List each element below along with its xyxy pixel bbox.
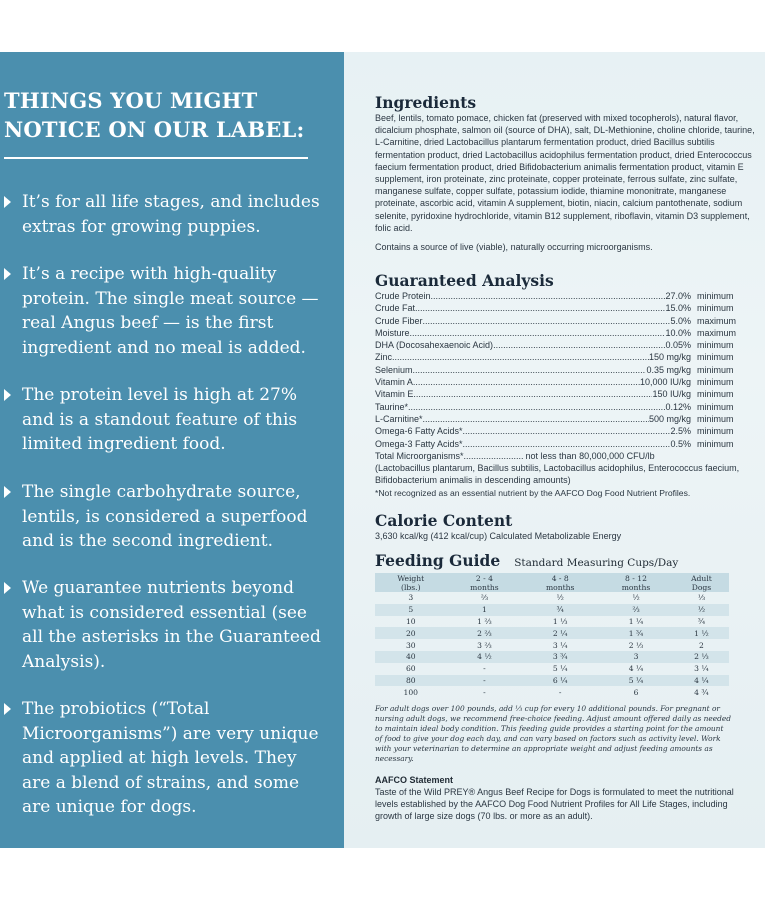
feeding-row: [375, 651, 729, 663]
feeding-row: [375, 663, 729, 675]
feeding-cell: 5 ¼: [598, 675, 674, 687]
highlight-item: It’s a recipe with high-quality protein. The single meat source — real Angus beef — is the first ingredient and no meal is added.: [22, 262, 328, 360]
feeding-cell: 4 ¼: [674, 675, 729, 687]
feeding-cell: -: [483, 664, 486, 674]
feeding-column-header: Weight (lbs.): [375, 573, 447, 592]
feeding-column-header: 8 - 12 months: [598, 573, 674, 592]
feeding-cell: 1: [447, 604, 523, 616]
analysis-row: Omega-3 Fatty Acids* ..... 0.5% minimum: [375, 438, 757, 450]
feeding-notes: For adult dogs over 100 pounds, add ⅓ cup for every 10 additional pounds. For pregnant or nursing adult dogs, we recommend free-choice feeding. Adjust amount offered daily as needed to maintain ideal body condition. This feeding guide provides a starting point for the amount of food to give your dog each day, and can vary based on factors such as activity level. Work with your veterinarian to determine an appropriate weight and adjust feeding amounts as necessary.: [375, 704, 731, 764]
ingredients-text: Beef, lentils, tomato pomace, chicken fat (preserved with mixed tocopherols), natural flavor, dicalcium phosphate, salmon oil (source of DHA), salt, DL-Methionine, choline chloride, taurine, L-Carnitine, dried Lactobacillus plantarum fermentation product, dried Bacillus subtilis fermentation product, dried Lactobacillus acidophilus fermentation product, dried Enterococcus faecium fermentation product, dried Bifidobacterium animalis fermentation product, vitamin E supplement, iron proteinate, zinc proteinate, copper proteinate, ferrous sulfate, zinc sulfate, manganese sulfate, copper sulfate, potassium iodide, thiamine mononitrate, manganese proteinate, ascorbic acid, vitamin A supplement, biotin, niacin, calcium pantothenate, sodium selenite, pyridoxine hydrochloride, vitamin B12 supplement, riboflavin, vitamin D3 supplement, folic acid.: [375, 113, 755, 233]
feeding-column-header: 4 - 8 months: [522, 573, 598, 592]
feeding-cell: 2 ⅓: [628, 640, 644, 650]
feeding-cell: 2: [699, 640, 704, 650]
feeding-cell: 40: [375, 651, 447, 663]
analysis-row: Omega-6 Fatty Acids* ..... 2.5% minimum: [375, 425, 757, 437]
triangle-bullet-icon: [4, 582, 11, 594]
highlight-item: The single carbohydrate source, lentils, is considered a superfood and is the second ingredient.: [22, 480, 328, 554]
analysis-row: Vitamin A ..... 10,000 IU/kg minimum: [375, 376, 757, 388]
analysis-footnote: *Not recognized as an essential nutrient by the AAFCO Dog Food Nutrient Profiles.: [375, 487, 691, 498]
aafco-heading: AAFCO Statement: [375, 775, 454, 785]
feeding-cell: 4 ¾: [694, 687, 709, 697]
feeding-header-row: [375, 573, 729, 592]
feeding-subheading: Standard Measuring Cups/Day: [514, 557, 679, 569]
label-panel: [344, 52, 765, 848]
feeding-cell: 3: [598, 651, 674, 663]
feeding-cell: 4 ½: [447, 651, 523, 663]
feeding-cell: 100: [403, 687, 419, 697]
triangle-bullet-icon: [4, 389, 11, 401]
feeding-cell: 3: [408, 593, 414, 603]
feeding-guide-section: [375, 552, 757, 764]
feeding-cell: ⅔: [480, 593, 489, 603]
analysis-row: Total Microorganisms* ..... not less than 80,000,000 CFU/lb: [375, 450, 757, 462]
microorganism-strains: (Lactobacillus plantarum, Bacillus subtilis, Lactobacillus acidophilus, Enterococcus faecium, Bifidobacterium animalis in descending amounts): [375, 463, 740, 486]
calorie-section: [375, 512, 757, 542]
feeding-cell: 3 ⅔: [477, 640, 492, 650]
calorie-text: 3,630 kcal/kg (412 kcal/cup) Calculated Metabolizable Energy: [375, 531, 622, 541]
feeding-row: [375, 675, 729, 687]
feeding-column-header: 2 - 4 months: [447, 573, 523, 592]
analysis-row: Selenium ..... 0.35 mg/kg minimum: [375, 364, 757, 376]
feeding-cell: 80: [375, 675, 447, 687]
feeding-cell: 3 ¼: [552, 640, 568, 650]
feeding-cell: 1 ¾: [598, 627, 674, 639]
feeding-row: [375, 627, 729, 639]
analysis-row: Taurine* ..... 0.12% minimum: [375, 401, 757, 413]
highlight-item: We guarantee nutrients beyond what is considered essential (see all the asterisks in the Guaranteed Analysis).: [22, 576, 328, 674]
feeding-cell: ⅔: [598, 604, 674, 616]
feeding-cell: -: [483, 687, 486, 697]
feeding-table: [375, 573, 729, 698]
analysis-row: L-Carnitine* ..... 500 mg/kg minimum: [375, 413, 757, 425]
feeding-cell: 60: [405, 664, 416, 674]
feeding-cell: 1 ⅔: [477, 616, 492, 626]
feeding-cell: ¾: [697, 616, 706, 626]
feeding-row: [375, 686, 729, 698]
feeding-cell: 3 ¼: [694, 664, 709, 674]
highlight-item: The protein level is high at 27% and is a standout feature of this limited ingredient food.: [22, 383, 328, 457]
analysis-row: Crude Protein ..... 27.0% minimum: [375, 290, 757, 302]
feeding-cell: ½: [674, 604, 729, 616]
feeding-row: [375, 639, 729, 651]
feeding-cell: -: [558, 687, 562, 697]
feeding-guide-header: [375, 552, 757, 570]
feeding-cell: ⅓: [697, 593, 706, 603]
feeding-cell: ¾: [522, 604, 598, 616]
feeding-column-header: Adult Dogs: [674, 573, 729, 592]
analysis-row: Moisture ..... 10.0% maximum: [375, 327, 757, 339]
feeding-cell: 1 ⅓: [552, 616, 568, 626]
ingredients-heading: Ingredients: [375, 93, 477, 112]
triangle-bullet-icon: [4, 703, 11, 715]
highlight-item: The probiotics (“Total Microorganisms”) are very unique and applied at high levels. They are a blend of strains, and some are unique for dogs.: [22, 697, 328, 820]
feeding-row: [375, 592, 729, 604]
calorie-heading: Calorie Content: [375, 511, 513, 530]
feeding-cell: 1 ½: [674, 627, 729, 639]
triangle-bullet-icon: [4, 196, 11, 208]
analysis-row: Vitamin E ..... 150 IU/kg minimum: [375, 388, 757, 400]
analysis-row: Crude Fat ..... 15.0% minimum: [375, 302, 757, 314]
highlight-item: It’s for all life stages, and includes extras for growing puppies.: [22, 190, 328, 239]
guaranteed-analysis-section: [375, 272, 757, 499]
feeding-row: [375, 616, 729, 628]
feeding-cell: 6: [633, 687, 639, 697]
triangle-bullet-icon: [4, 268, 11, 280]
analysis-row: Zinc ..... 150 mg/kg minimum: [375, 351, 757, 363]
feeding-cell: 6 ¼: [522, 675, 598, 687]
feeding-row: [375, 604, 729, 616]
feeding-cell: 30: [405, 640, 416, 650]
feeding-cell: 2 ⅓: [674, 651, 729, 663]
live-microorganisms-note: Contains a source of live (viable), naturally occurring microorganisms.: [375, 242, 653, 253]
analysis-row: Crude Fiber ..... 5.0% maximum: [375, 315, 757, 327]
feeding-heading: Feeding Guide: [375, 551, 501, 570]
analysis-heading: Guaranteed Analysis: [375, 271, 554, 290]
feeding-cell: 2 ⅔: [447, 627, 523, 639]
feeding-cell: ½: [632, 593, 640, 603]
feeding-cell: -: [447, 675, 523, 687]
feeding-cell: 20: [375, 627, 447, 639]
triangle-bullet-icon: [4, 486, 11, 498]
feeding-cell: 3 ¾: [522, 651, 598, 663]
analysis-row: DHA (Docosahexaenoic Acid) ..... 0.05% minimum: [375, 339, 757, 351]
feeding-cell: 4 ¼: [628, 664, 644, 674]
analysis-table: [375, 290, 757, 450]
ingredients-section: [375, 94, 757, 253]
feeding-cell: ½: [556, 593, 564, 603]
highlights-title: THINGS YOU MIGHT NOTICE ON OUR LABEL:: [4, 88, 305, 142]
aafco-text: Taste of the Wild PREY® Angus Beef Recipe for Dogs is formulated to meet the nutritional levels established by the AAFCO Dog Food Nutrient Profiles for All Life Stages, including growth of large size dogs (70 lbs. or more as an adult).: [375, 787, 734, 821]
feeding-cell: 1 ¼: [628, 616, 644, 626]
title-divider: [4, 157, 308, 159]
feeding-cell: 5 ¼: [552, 664, 568, 674]
feeding-cell: 2 ¼: [522, 627, 598, 639]
highlights-panel: [0, 52, 344, 848]
feeding-cell: 5: [375, 604, 447, 616]
feeding-cell: 10: [405, 616, 416, 626]
aafco-section: [375, 774, 757, 822]
